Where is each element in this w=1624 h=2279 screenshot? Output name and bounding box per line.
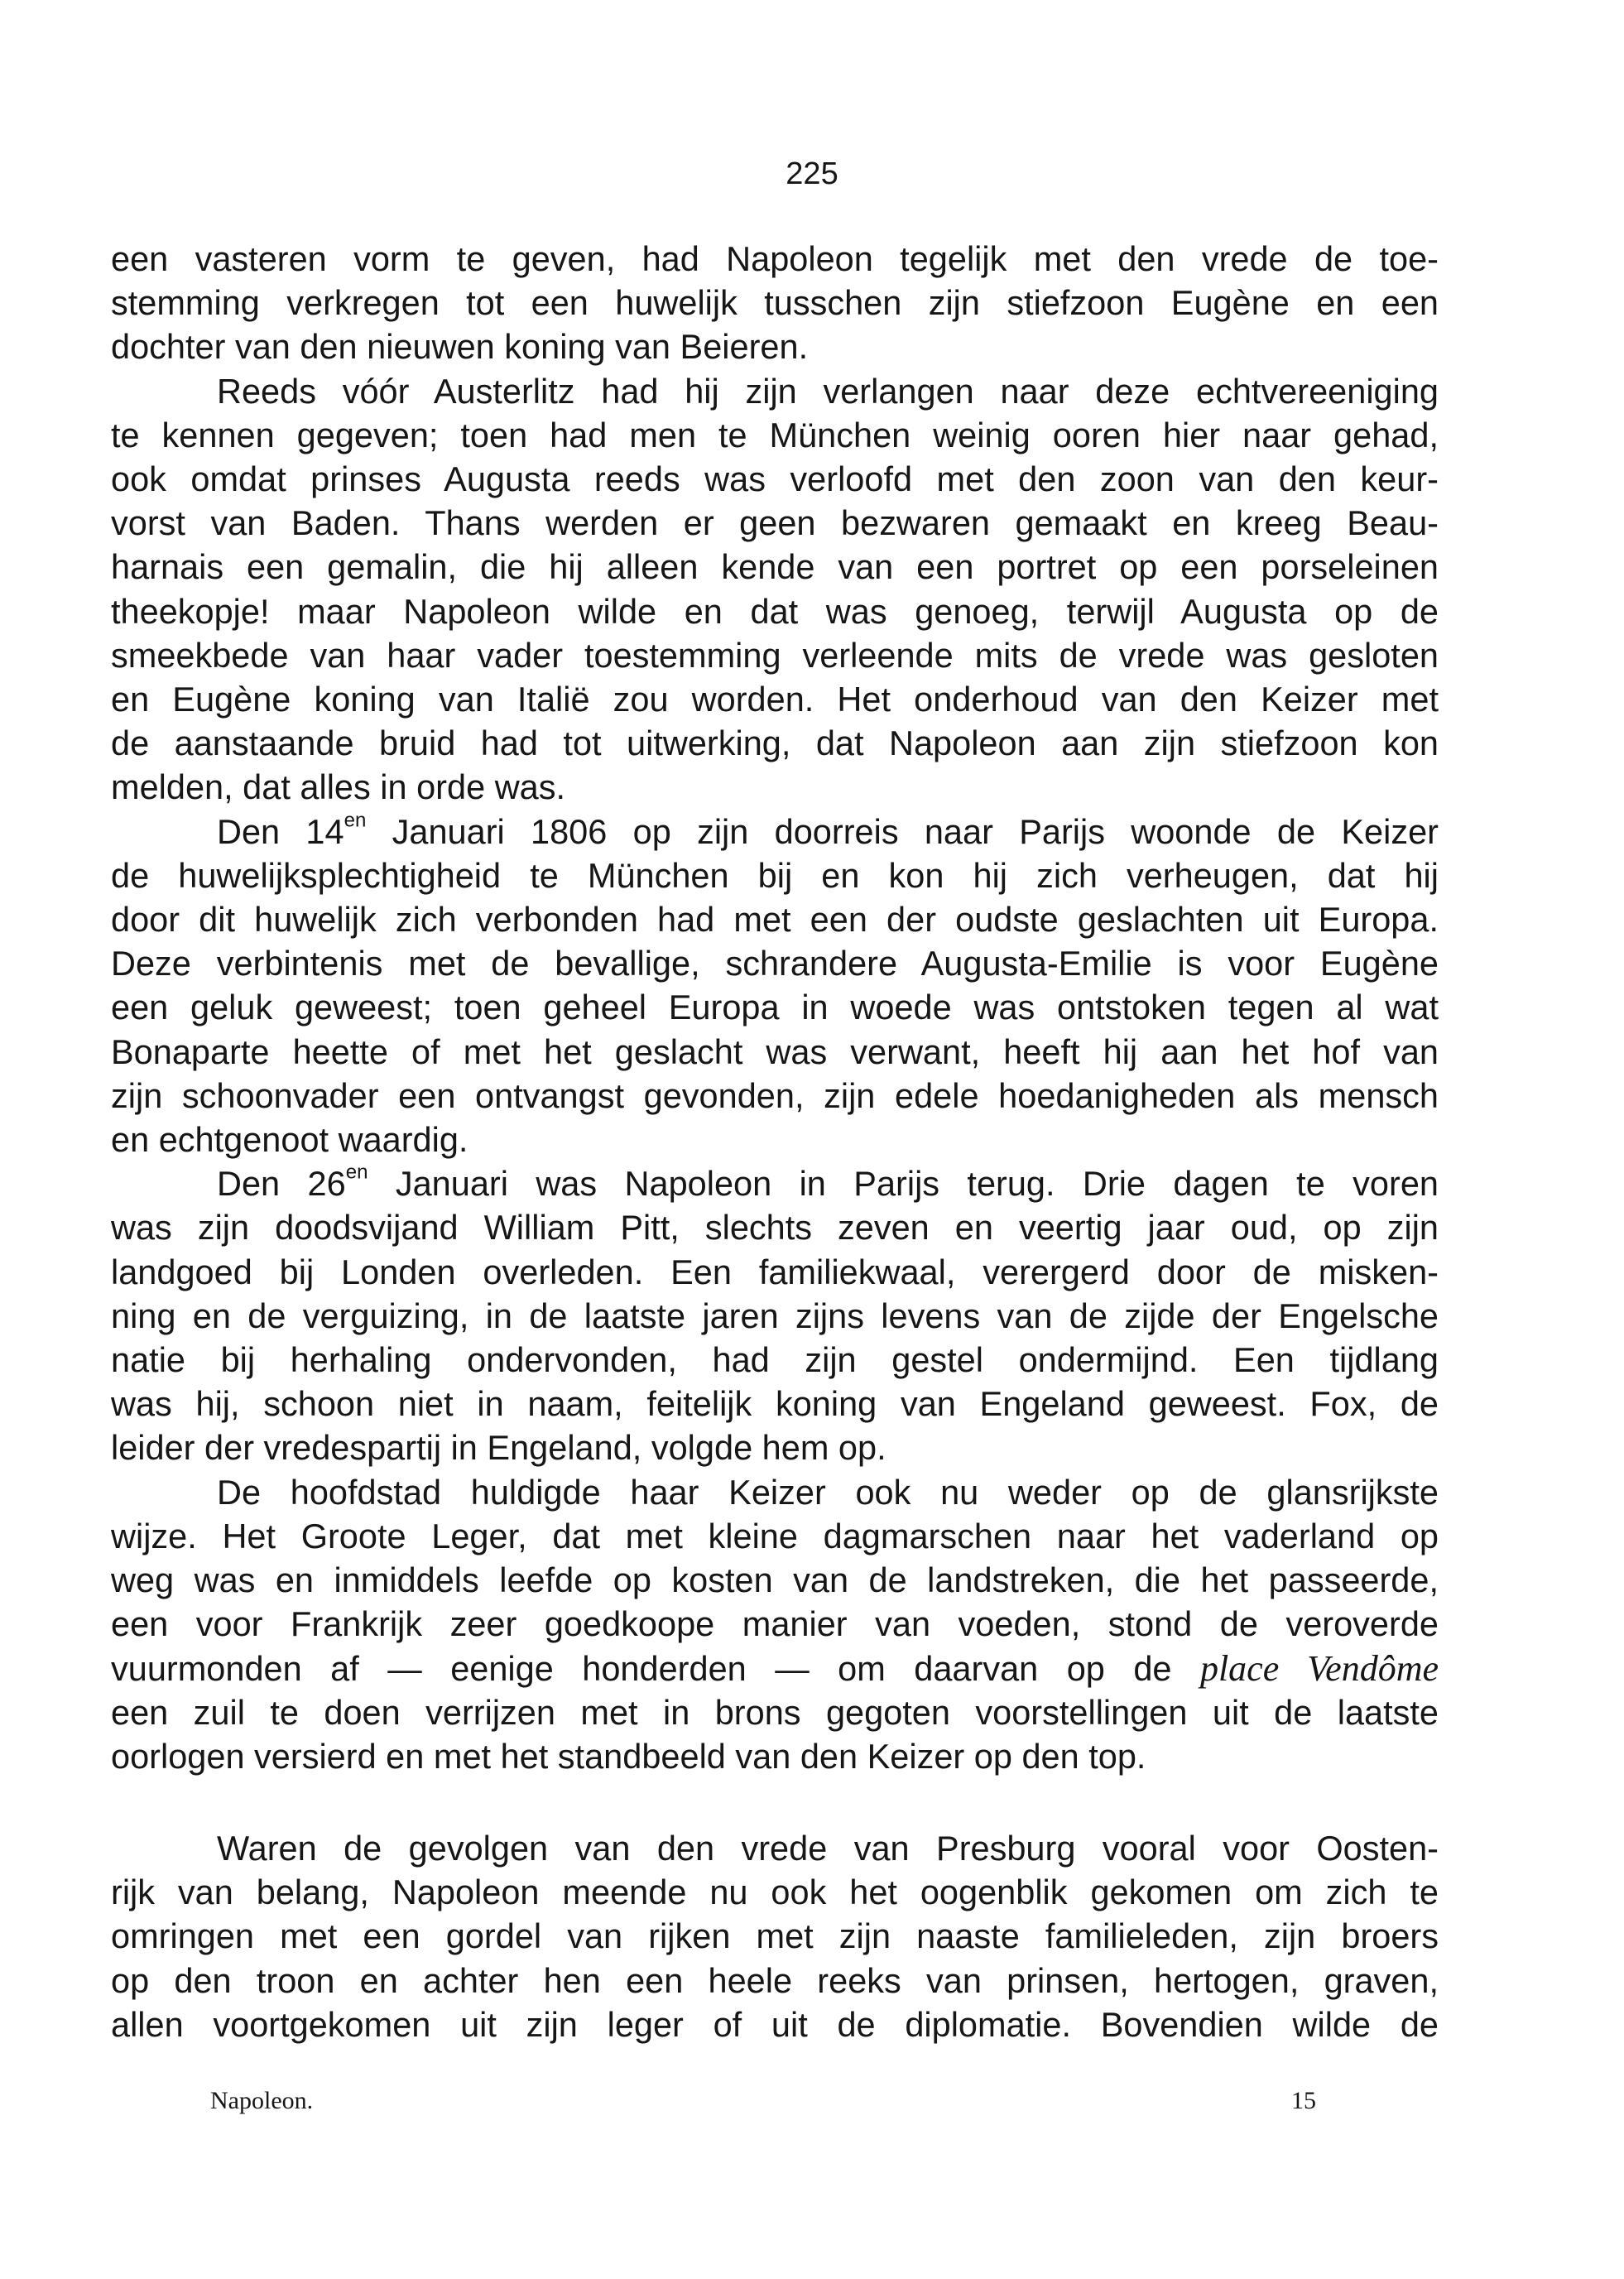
text-line	[111, 1382, 1439, 1426]
line-text: was hij, schoon niet in naam, feitelijk koning van Engeland geweest. Fox, de	[111, 1384, 1439, 1424]
line-text: op den troon en achter hen een heele reeks van prinsen, hertogen, graven,	[111, 1960, 1439, 2000]
text-line	[111, 369, 1439, 413]
line-text: theekopje! maar Napoleon wilde en dat was genoeg, terwijl Augusta op de	[111, 591, 1439, 631]
text-line	[111, 2003, 1439, 2046]
text-line	[111, 413, 1439, 457]
line-text: allen voortgekomen uit zijn leger of uit de diplomatie. Bovendien wilde de	[111, 2004, 1439, 2044]
text-line	[111, 1558, 1439, 1602]
paragraph	[111, 237, 1439, 369]
line-text: melden, dat alles in orde was.	[111, 767, 566, 807]
ordinal-suffix: en	[344, 809, 367, 832]
text-line	[111, 1250, 1439, 1294]
line-text: vorst van Baden. Thans werden er geen bezwaren gemaakt en kreeg Beau-	[111, 503, 1439, 543]
text-line	[111, 1030, 1439, 1074]
text-line	[111, 1602, 1439, 1646]
text-line	[111, 1734, 1439, 1778]
line-text: weg was en inmiddels leefde op kosten van de landstreken, die het passeerde,	[111, 1560, 1439, 1600]
text-line	[111, 325, 1439, 368]
date-day: Den 26	[217, 1164, 346, 1204]
page-footer	[0, 2087, 1624, 2128]
text-line	[111, 1870, 1439, 1914]
text-line	[111, 1074, 1439, 1118]
line-text: dochter van den nieuwen koning van Beieren.	[111, 327, 809, 367]
line-text: Januari was Napoleon in Parijs terug. Drie dagen te voren	[368, 1164, 1439, 1204]
text-line	[111, 589, 1439, 633]
line-text: door dit huwelijk zich verbonden had met een der oudste geslachten uit Europa.	[111, 900, 1439, 940]
text-line	[111, 853, 1439, 897]
page-number: 225	[786, 156, 838, 191]
line-text: leider der vredespartij in Engeland, volgde hem op.	[111, 1428, 886, 1468]
text-line	[111, 1118, 1439, 1161]
line-text: Januari 1806 op zijn doorreis naar Parijs woonde de Keizer	[366, 811, 1439, 851]
text-block-continued	[111, 1826, 1439, 2046]
text-line	[111, 237, 1439, 281]
line-text: omringen met een gordel van rijken met zijn naaste familieleden, zijn broers	[111, 1916, 1439, 1956]
italic-place-name: place Vendôme	[1199, 1647, 1439, 1689]
line-text: stemming verkregen tot een huwelijk tusschen zijn stiefzoon Eugène en een	[111, 283, 1439, 323]
text-line	[111, 1338, 1439, 1382]
ordinal-suffix: en	[345, 1161, 368, 1184]
line-text: een geluk geweest; toen geheel Europa in woede was ontstoken tegen al wat	[111, 988, 1439, 1027]
line-text: Bonaparte heette of met het geslacht was verwant, heeft hij aan het hof van	[111, 1031, 1439, 1071]
line-text: ning en de verguizing, in de laatste jaren zijns levens van de zijde der Engelsche	[111, 1296, 1439, 1335]
line-text: een vasteren vorm te geven, had Napoleon tegelijk met den vrede de toe-	[111, 239, 1439, 278]
text-line	[111, 1826, 1439, 1870]
date-day: Den 14	[217, 811, 344, 851]
text-line	[111, 1690, 1439, 1734]
line-text: zijn schoonvader een ontvangst gevonden, zijn edele hoedanigheden als mensch	[111, 1075, 1439, 1115]
text-line	[111, 281, 1439, 325]
text-line	[111, 1959, 1439, 2003]
line-text: ook omdat prinses Augusta reeds was verloofd met den zoon van den keur-	[111, 459, 1439, 499]
line-text: rijk van belang, Napoleon meende nu ook het oogenblik gekomen om zich te	[111, 1873, 1439, 1912]
text-line	[111, 1294, 1439, 1338]
line-text: landgoed bij Londen overleden. Een familiekwaal, verergerd door de misken-	[111, 1252, 1439, 1291]
text-line	[111, 721, 1439, 765]
text-line	[111, 897, 1439, 941]
line-text: wijze. Het Groote Leger, dat met kleine dagmarschen naar het vaderland op	[111, 1516, 1439, 1555]
text-line	[111, 1914, 1439, 1958]
text-line	[111, 985, 1439, 1029]
text-line	[111, 677, 1439, 721]
paragraph	[111, 1826, 1439, 2046]
paragraph	[111, 810, 1439, 1162]
line-text: een zuil te doen verrijzen met in brons gegoten voorstellingen uit de laatste	[111, 1692, 1439, 1732]
text-line	[111, 545, 1439, 589]
text-line	[111, 1426, 1439, 1469]
text-line	[111, 457, 1439, 501]
line-text: smeekbede van haar vader toestemming verleende mits de vrede was gesloten	[111, 635, 1439, 675]
line-text: vuurmonden af — eenige honderden — om daarvan op de	[111, 1648, 1200, 1688]
text-line	[111, 810, 1439, 853]
text-line	[111, 1470, 1439, 1514]
text-line	[111, 941, 1439, 985]
text-line	[111, 501, 1439, 545]
paragraph	[111, 1161, 1439, 1469]
line-text: Waren de gevolgen van den vrede van Presburg vooral voor Oosten-	[217, 1829, 1439, 1868]
line-text: de aanstaande bruid had tot uitwerking, dat Napoleon aan zijn stiefzoon kon	[111, 724, 1439, 763]
text-line	[111, 1647, 1439, 1690]
line-text: een voor Frankrijk zeer goedkoope manier van voeden, stond de veroverde	[111, 1604, 1439, 1644]
text-line	[111, 1161, 1439, 1205]
text-line	[111, 1514, 1439, 1558]
line-text: te kennen gegeven; toen had men te München weinig ooren hier naar gehad,	[111, 415, 1439, 454]
line-text: en echtgenoot waardig.	[111, 1120, 468, 1160]
line-text: oorlogen versierd en met het standbeeld van den Keizer op den top.	[111, 1736, 1146, 1776]
line-text: was zijn doodsvijand William Pitt, slechts zeven en veertig jaar oud, op zijn	[111, 1208, 1439, 1248]
line-text: harnais een gemalin, die hij alleen kende van een portret op een porseleinen	[111, 547, 1439, 587]
text-line	[111, 765, 1439, 809]
text-line	[111, 633, 1439, 677]
paragraph	[111, 369, 1439, 810]
footer-sheet-number: 15	[1291, 2087, 1316, 2114]
line-text: Deze verbintenis met de bevallige, schrandere Augusta-Emilie is voor Eugène	[111, 944, 1439, 983]
line-text: De hoofdstad huldigde haar Keizer ook nu weder op de glansrijkste	[217, 1472, 1439, 1512]
line-text: Reeds vóór Austerlitz had hij zijn verlangen naar deze echtvereeniging	[217, 371, 1439, 411]
footer-signature: Napoleon.	[210, 2087, 314, 2114]
paragraph	[111, 1470, 1439, 1778]
text-block-main	[111, 237, 1439, 1778]
text-line	[111, 1205, 1439, 1249]
line-text: en Eugène koning van Italië zou worden. Het onderhoud van den Keizer met	[111, 680, 1439, 719]
line-text: de huwelijksplechtigheid te München bij en kon hij zich verheugen, dat hij	[111, 855, 1439, 895]
line-text: natie bij herhaling ondervonden, had zijn gestel ondermijnd. Een tijdlang	[111, 1340, 1439, 1380]
